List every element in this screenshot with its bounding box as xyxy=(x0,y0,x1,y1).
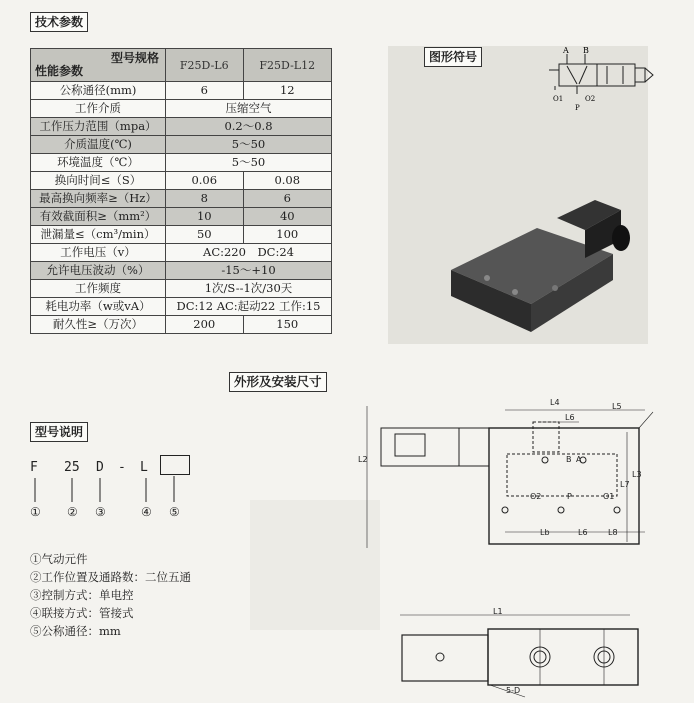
row-label: 换向时间≤（S） xyxy=(31,172,166,190)
row-value-merged: -15～+10 xyxy=(166,262,332,280)
row-label: 工作压力范围（mpa） xyxy=(31,118,166,136)
row-value-v1: 200 xyxy=(166,316,244,334)
dim-l8: L8 xyxy=(608,528,618,537)
dim-lb: Lb xyxy=(540,528,550,537)
header-col2: F25D-L12 xyxy=(243,49,331,82)
table-row xyxy=(31,154,332,172)
row-label: 工作电压（v） xyxy=(31,244,166,262)
row-label: 环境温度（℃） xyxy=(31,154,166,172)
legend-item-3: ③控制方式：单电控 xyxy=(30,588,134,602)
tech-params-label: 技术参数 xyxy=(30,12,88,32)
row-label: 工作频度 xyxy=(31,280,166,298)
dim-5d: 5-D xyxy=(506,686,521,695)
header-param: 性能参数 xyxy=(35,64,84,78)
table-row xyxy=(31,262,332,280)
dim-l2: L2 xyxy=(358,455,368,464)
table-row xyxy=(31,118,332,136)
dim-o1: O1 xyxy=(603,492,615,501)
row-value-merged: DC:12 AC:起动22 工作:15 xyxy=(166,298,332,316)
table-row xyxy=(31,244,332,262)
row-label: 公称通径(mm) xyxy=(31,82,166,100)
circle-1: ① xyxy=(30,505,41,519)
legend-item-5: ⑤公称通径：mm xyxy=(30,624,121,638)
row-value-merged: 5～50 xyxy=(166,136,332,154)
dim-l6-top: L6 xyxy=(565,413,575,422)
header-col1: F25D-L6 xyxy=(166,49,244,82)
table-row xyxy=(31,100,332,118)
table-row xyxy=(31,136,332,154)
model-part-2: 25 xyxy=(64,460,80,475)
table-row xyxy=(31,316,332,334)
circle-3: ③ xyxy=(95,505,106,519)
row-value-merged: 0.2～0.8 xyxy=(166,118,332,136)
row-value-v2: 0.08 xyxy=(243,172,331,190)
outline-label: 外形及安装尺寸 xyxy=(229,372,327,392)
row-label: 耐久性≥（万次） xyxy=(31,316,166,334)
port-b: B xyxy=(583,46,589,55)
model-legend xyxy=(30,550,191,640)
row-value-v2: 40 xyxy=(243,208,331,226)
row-value-v2: 100 xyxy=(243,226,331,244)
row-value-v1: 50 xyxy=(166,226,244,244)
table-row xyxy=(31,298,332,316)
row-value-merged: 1次/S--1次/30天 xyxy=(166,280,332,298)
model-part-3: D xyxy=(96,460,104,475)
valve-symbol-diagram xyxy=(545,44,655,114)
valve-product-photo xyxy=(445,192,635,342)
dim-o2: O2 xyxy=(530,492,542,501)
row-label: 泄漏量≤（cm³/min） xyxy=(31,226,166,244)
row-label: 允许电压波动（%） xyxy=(31,262,166,280)
row-value-v1: 10 xyxy=(166,208,244,226)
legend-item-1: ①气动元件 xyxy=(30,552,88,566)
row-label: 最高换向频率≥（Hz） xyxy=(31,190,166,208)
dim-b: B xyxy=(566,455,572,464)
row-value-v1: 8 xyxy=(166,190,244,208)
dim-l6-bottom: L6 xyxy=(578,528,588,537)
port-a: A xyxy=(563,46,569,55)
dim-l7: L7 xyxy=(620,480,630,489)
dim-l4: L4 xyxy=(550,398,560,407)
spec-table xyxy=(30,48,332,334)
row-label: 工作介质 xyxy=(31,100,166,118)
table-row xyxy=(31,82,332,100)
row-value-merged: AC:220 DC:24 xyxy=(166,244,332,262)
legend-item-2: ②工作位置及通路数：二位五通 xyxy=(30,570,191,584)
row-label: 耗电功率（w或vA） xyxy=(31,298,166,316)
dim-l3: L3 xyxy=(632,470,642,479)
model-part-1: F xyxy=(30,460,38,475)
table-header-corner xyxy=(31,49,166,82)
port-o1: O1 xyxy=(553,95,564,103)
circle-4: ④ xyxy=(141,505,152,519)
row-value-merged: 压缩空气 xyxy=(166,100,332,118)
dim-l5: L5 xyxy=(612,402,622,411)
row-value-v2: 150 xyxy=(243,316,331,334)
table-row xyxy=(31,208,332,226)
model-part-dash: - xyxy=(118,460,126,475)
row-value-v1: 6 xyxy=(166,82,244,100)
row-label: 有效截面积≥（mm²） xyxy=(31,208,166,226)
table-row xyxy=(31,190,332,208)
port-p: P xyxy=(575,104,580,112)
row-label: 介质温度(℃) xyxy=(31,136,166,154)
port-o2: O2 xyxy=(585,95,596,103)
circle-5: ⑤ xyxy=(169,505,180,519)
table-row xyxy=(31,280,332,298)
dim-p: P xyxy=(567,492,572,501)
row-value-v2: 6 xyxy=(243,190,331,208)
model-code-leaders xyxy=(28,476,198,506)
legend-item-4: ④联接方式：管接式 xyxy=(30,606,134,620)
dim-a: A xyxy=(576,455,582,464)
row-value-v2: 12 xyxy=(243,82,331,100)
model-part-4: L xyxy=(140,460,148,475)
model-blank-box xyxy=(160,455,190,475)
symbol-label: 图形符号 xyxy=(424,47,482,67)
model-desc-label: 型号说明 xyxy=(30,422,88,442)
table-row xyxy=(31,226,332,244)
table-row xyxy=(31,172,332,190)
row-value-v1: 0.06 xyxy=(166,172,244,190)
row-value-merged: 5～50 xyxy=(166,154,332,172)
header-model: 型号规格 xyxy=(110,51,159,65)
dim-l1: L1 xyxy=(493,607,503,616)
circle-2: ② xyxy=(67,505,78,519)
